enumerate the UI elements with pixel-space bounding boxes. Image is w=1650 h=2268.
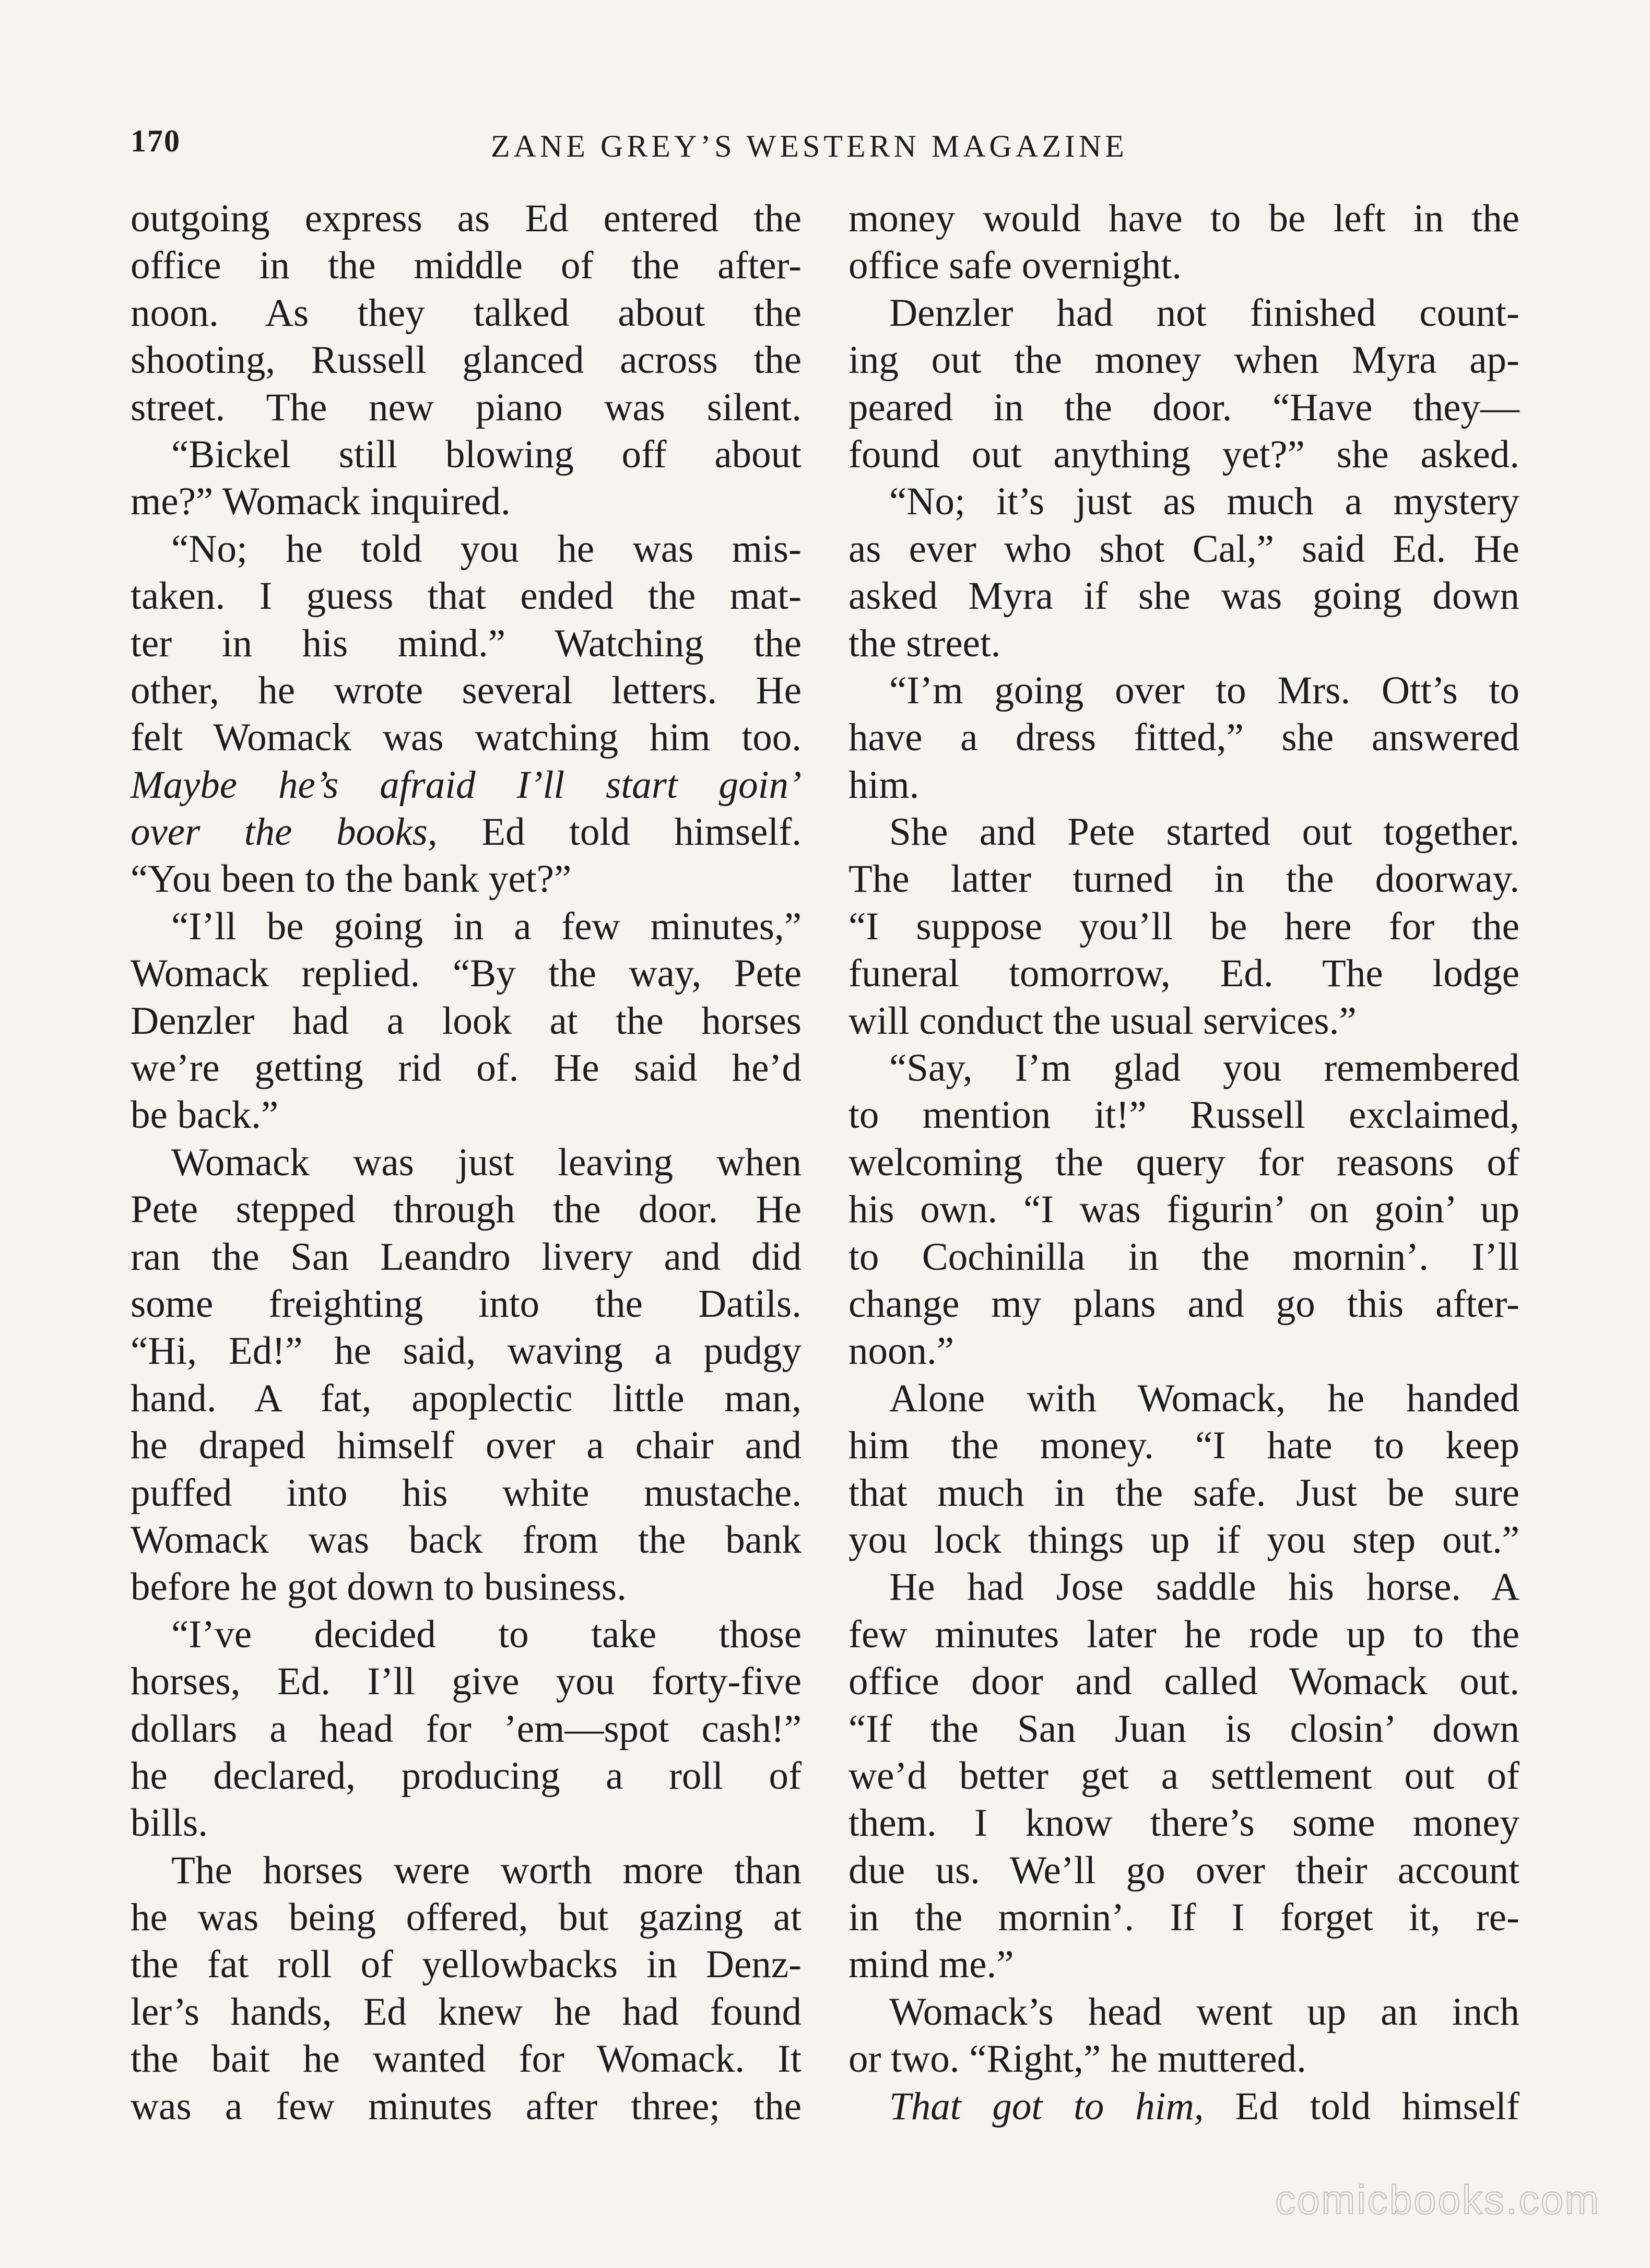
text-line: The latter turned in the doorway. [848,857,1519,901]
text-line: his own. “I was figurin’ on goin’ up [848,1188,1519,1232]
text-line: felt Womack was watching him too. [131,716,802,760]
text-line: before he got down to business. [131,1565,627,1609]
text-line: he was being offered, but gazing at [131,1896,802,1940]
text-line: Womack’s head went up an inch [889,1990,1519,2034]
text-line: found out anything yet?” she asked. [848,432,1519,476]
text-line: dollars a head for ’em—spot cash!” [131,1707,802,1751]
text-line: ter in his mind.” Watching the [131,621,802,665]
text-line: “Say, I’m glad you remembered [889,1046,1519,1090]
text-line: The horses were worth more than [171,1848,802,1892]
running-title: ZANE GREY’S WESTERN MAGAZINE [491,129,1128,163]
text-line: you lock things up if you step out.” [848,1518,1519,1562]
text-line: the street. [848,621,1001,665]
text-line: horses, Ed. I’ll give you forty-five [131,1660,802,1704]
text-line: office safe overnight. [848,244,1182,288]
text-line: She and Pete started out together. [889,810,1519,854]
text-line: “I’ll be going in a few minutes,” [171,904,802,948]
text-line [848,2083,1519,2130]
text-line: “Bickel still blowing off about [171,432,802,476]
text-line: Denzler had a look at the horses [131,999,802,1043]
text-line: he draped himself over a chair and [131,1424,802,1468]
text-line: “Hi, Ed!” he said, waving a pudgy [131,1329,802,1373]
text-line: office in the middle of the after- [131,244,802,288]
text-line: “I’m going over to Mrs. Ott’s to [889,668,1519,712]
text-line: will conduct the usual services.” [848,999,1357,1043]
text-line: Maybe he’s afraid I’ll start goin’ [131,763,802,807]
italic-text: over the books, [131,810,438,854]
left-column [131,195,802,2130]
text-line: funeral tomorrow, Ed. The lodge [848,952,1519,996]
text-line: that much in the safe. Just be sure [848,1471,1519,1515]
text-line: other, he wrote several letters. He [131,668,802,712]
text-line: change my plans and go this after- [848,1282,1519,1326]
text-line: noon. As they talked about the [131,291,802,335]
text-line: ing out the money when Myra ap- [848,338,1519,382]
page-number: 170 [131,124,181,158]
text-line [131,809,802,856]
text-line: “If the San Juan is closin’ down [848,1707,1519,1751]
page-header [131,123,1519,181]
text-line: puffed into his white mustache. [131,1471,802,1515]
line-text: Ed told himself [1204,2084,1519,2128]
text-line: the bait he wanted for Womack. It [131,2037,802,2081]
text-line: Alone with Womack, he handed [889,1376,1519,1420]
italic-text: That got to him, [889,2084,1204,2128]
text-line: mind me.” [848,1943,1014,1987]
text-line: Womack replied. “By the way, Pete [131,952,802,996]
text-line: or two. “Right,” he muttered. [848,2037,1306,2081]
text-line: hand. A fat, apoplectic little man, [131,1376,802,1420]
right-column [848,195,1519,2130]
text-line: was a few minutes after three; the [131,2084,802,2128]
text-line: peared in the door. “Have they— [848,385,1519,429]
text-line: in the mornin’. If I forget it, re- [848,1896,1519,1940]
text-line: to Cochinilla in the mornin’. I’ll [848,1235,1519,1279]
text-line: due us. We’ll go over their account [848,1848,1519,1892]
text-line: asked Myra if she was going down [848,574,1519,618]
text-line: he declared, producing a roll of [131,1754,802,1798]
text-line: be back.” [131,1093,279,1137]
text-line: some freighting into the Datils. [131,1282,802,1326]
text-line: Womack was back from the bank [131,1518,802,1562]
text-line: him the money. “I hate to keep [848,1424,1519,1468]
line-text: Ed told himself. [437,810,802,854]
text-line: “No; he told you he was mis- [171,527,802,571]
text-line: them. I know there’s some money [848,1801,1519,1845]
text-line: have a dress fitted,” she answered [848,716,1519,760]
text-line: “You been to the bank yet?” [131,857,572,901]
text-line: him. [848,763,920,807]
text-line: as ever who shot Cal,” said Ed. He [848,527,1519,571]
watermark: comicbooks.com [1275,2177,1600,2223]
text-line: we’re getting rid of. He said he’d [131,1046,802,1090]
text-line: bills. [131,1801,208,1845]
text-line: taken. I guess that ended the mat- [131,574,802,618]
text-line: ran the San Leandro livery and did [131,1235,802,1279]
text-line: we’d better get a settlement out of [848,1754,1519,1798]
text-line: Womack was just leaving when [171,1140,802,1184]
text-line: welcoming the query for reasons of [848,1140,1519,1184]
text-line: shooting, Russell glanced across the [131,338,802,382]
text-line: He had Jose saddle his horse. A [889,1565,1519,1609]
text-line: outgoing express as Ed entered the [131,197,802,240]
text-line: me?” Womack inquired. [131,480,511,524]
text-line: money would have to be left in the [848,197,1519,240]
text-line: street. The new piano was silent. [131,385,802,429]
text-line: the fat roll of yellowbacks in Denz- [131,1943,802,1987]
text-line: few minutes later he rode up to the [848,1612,1519,1656]
text-line: noon.” [848,1329,954,1373]
text-line: “I’ve decided to take those [171,1612,802,1656]
text-line: “No; it’s just as much a mystery [889,480,1519,524]
text-line: Pete stepped through the door. He [131,1188,802,1232]
text-line: ler’s hands, Ed knew he had found [131,1990,802,2034]
text-line: office door and called Womack out. [848,1660,1519,1704]
text-line: “I suppose you’ll be here for the [848,904,1519,948]
text-line: Denzler had not finished count- [889,291,1519,335]
text-line: to mention it!” Russell exclaimed, [848,1093,1519,1137]
